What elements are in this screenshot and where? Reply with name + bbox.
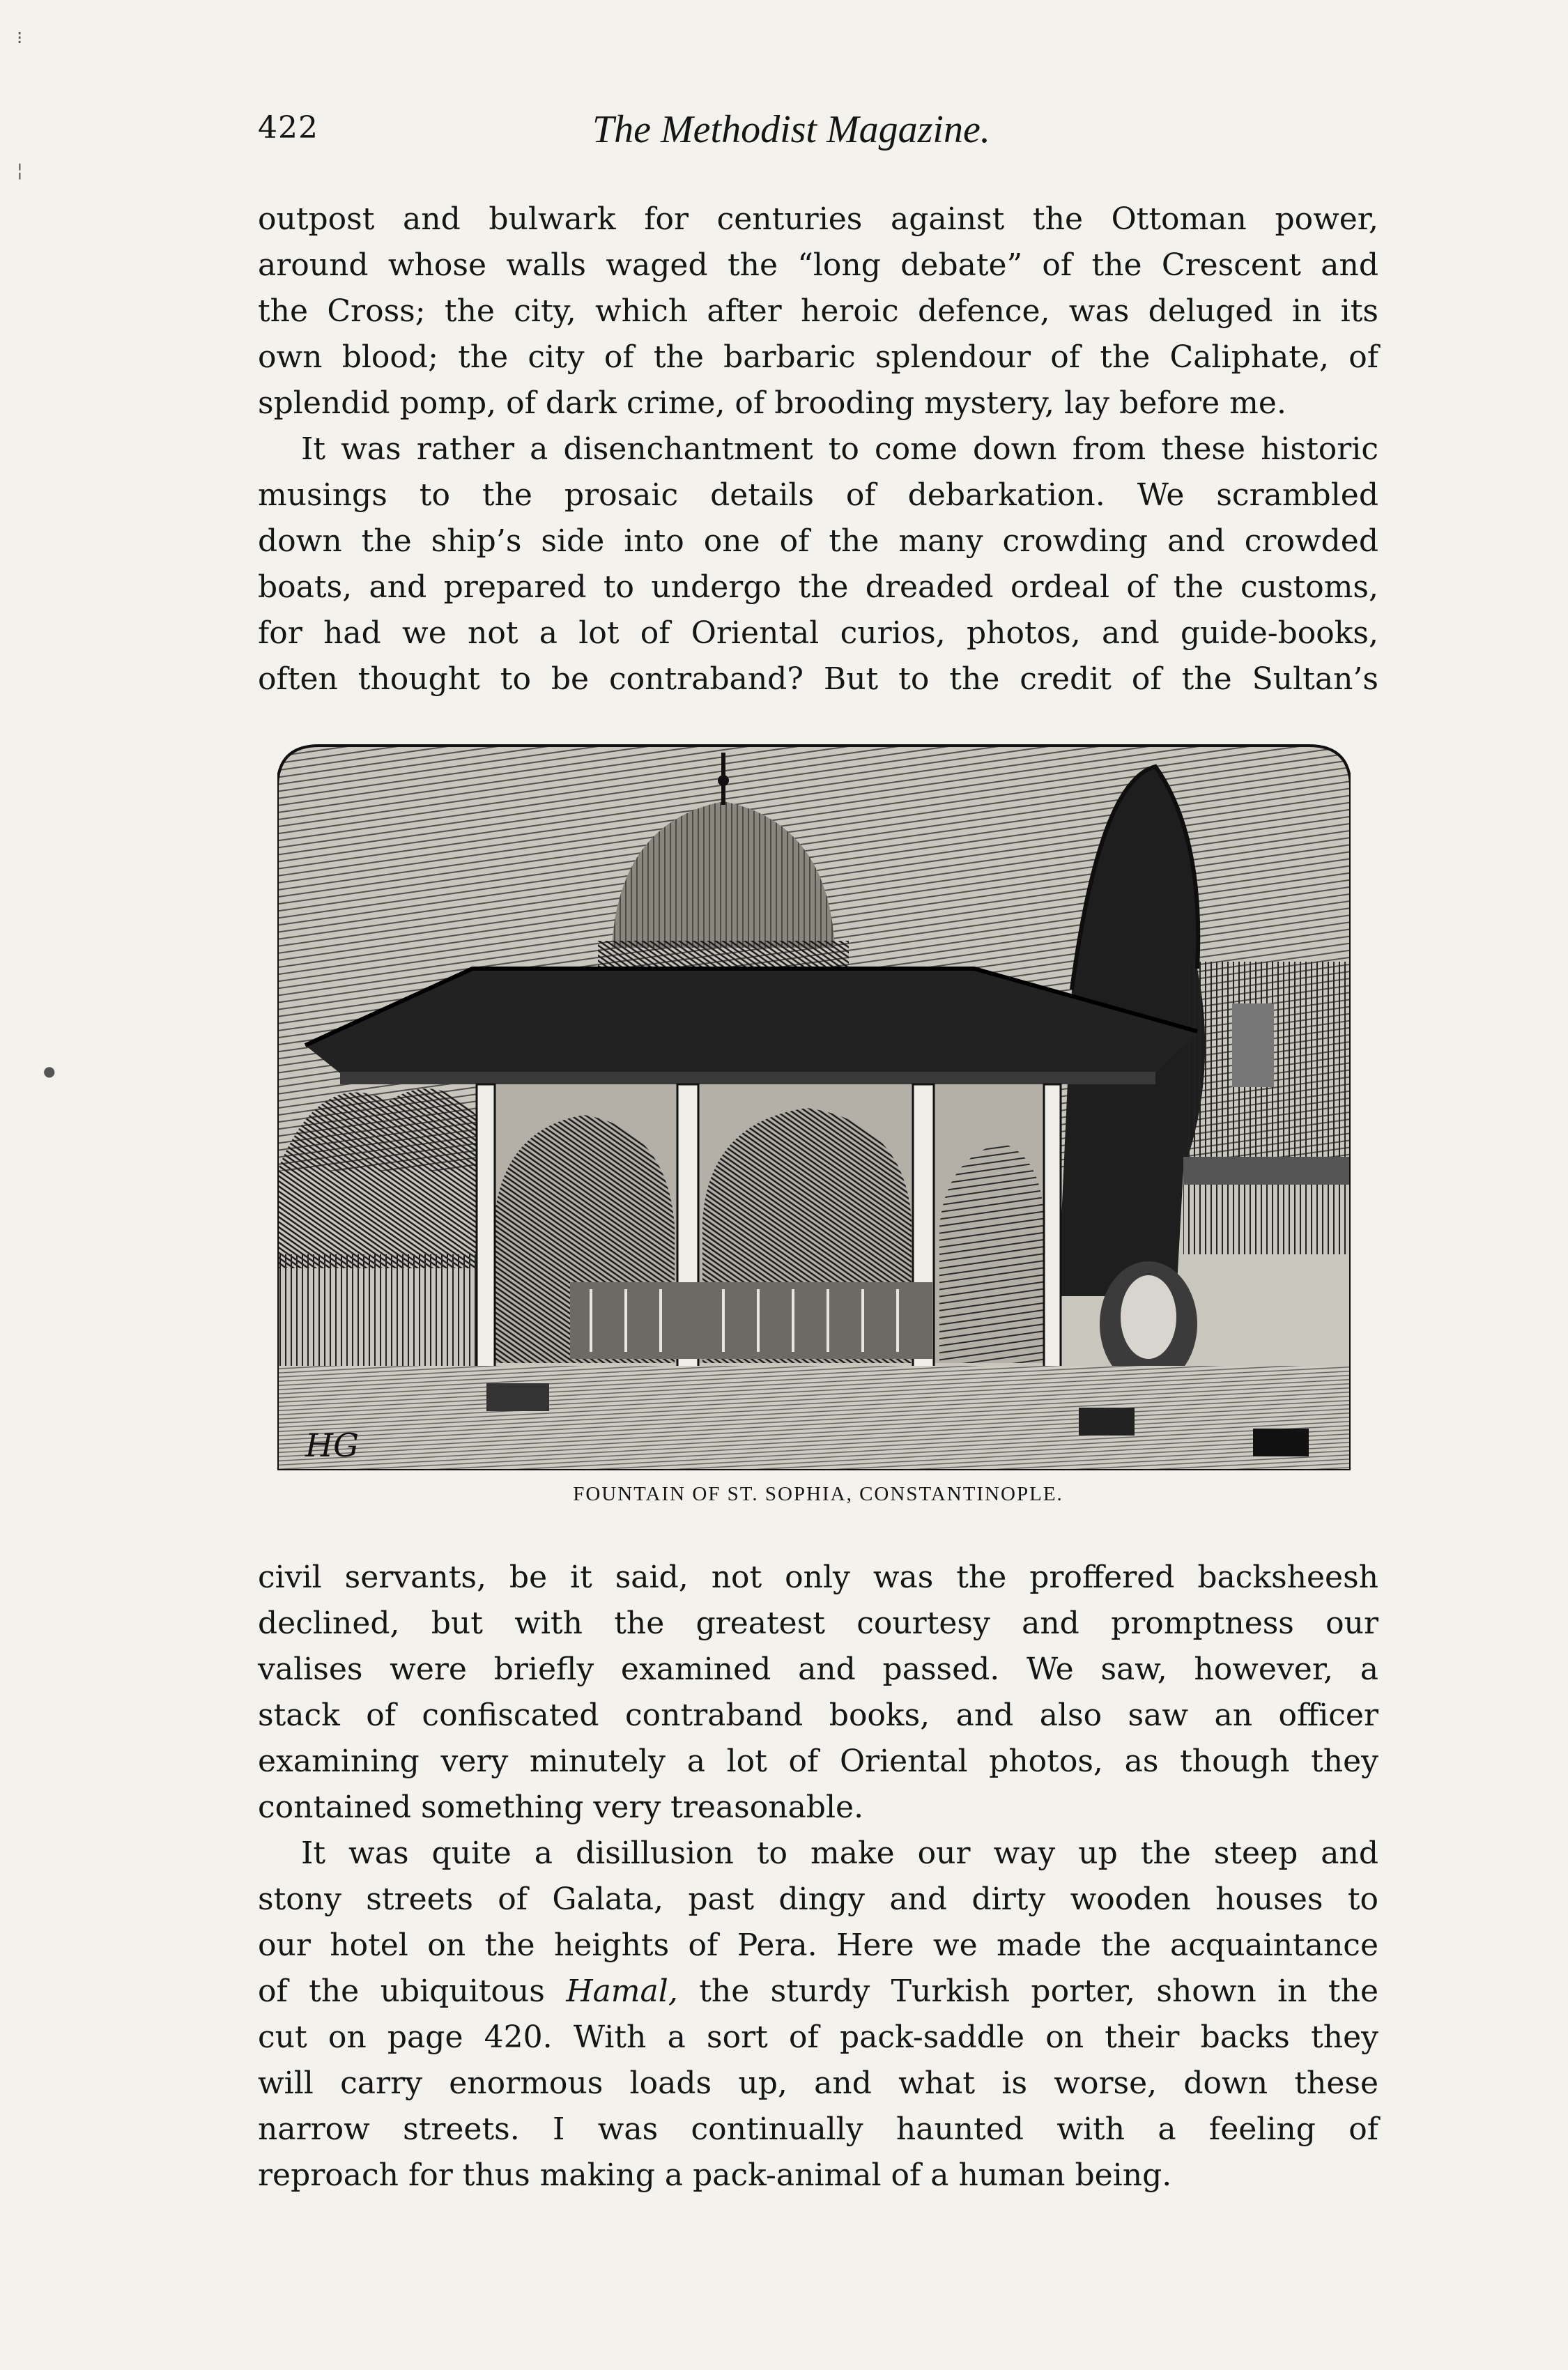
text-line: stony streets of Galata, past dingy and dirty wooden houses to bbox=[258, 1882, 1378, 1917]
italic-term-hamal: Hamal, bbox=[566, 1973, 678, 2009]
body-text-bottom bbox=[258, 1555, 1378, 2199]
text-line: will carry enormous loads up, and what is worse, down these bbox=[258, 2065, 1378, 2101]
text-line: for had we not a lot of Oriental curios, photos, and guide-books, bbox=[258, 615, 1378, 651]
figure-caption: FOUNTAIN OF ST. SOPHIA, CONSTANTINOPLE. bbox=[573, 1483, 1063, 1505]
text-line: civil servants, be it said, not only was the proffered backsheesh bbox=[258, 1560, 1378, 1595]
text-line: boats, and prepared to undergo the dreaded ordeal of the customs, bbox=[258, 569, 1378, 605]
engraving-illustration bbox=[277, 739, 1351, 1470]
engraver-monogram: HG bbox=[305, 1426, 359, 1464]
text-line: reproach for thus making a pack-animal of a human being. bbox=[258, 2157, 1172, 2193]
text-line: outpost and bulwark for centuries against the Ottoman power, bbox=[258, 201, 1378, 237]
margin-mark: ⁝ bbox=[17, 28, 23, 49]
body-text-top bbox=[258, 197, 1378, 702]
text-line: contained something very treasonable. bbox=[258, 1790, 864, 1825]
text-line: our hotel on the heights of Pera. Here we made the acquaintance bbox=[258, 1927, 1378, 1963]
text-line: splendid pomp, of dark crime, of brooding mystery, lay before me. bbox=[258, 385, 1286, 421]
text-line: stack of confiscated contraband books, and also saw an officer bbox=[258, 1698, 1378, 1733]
margin-dot: ● bbox=[43, 1063, 56, 1079]
text-line: around whose walls waged the “long debate” of the Crescent and bbox=[258, 247, 1378, 283]
paragraph-start: It was quite a disillusion to make our way up the steep and bbox=[301, 1836, 1378, 1871]
fountain-engraving bbox=[277, 739, 1351, 1470]
paragraph-start: It was rather a disenchantment to come down from these historic bbox=[301, 431, 1378, 467]
text-line-with-italic bbox=[258, 1969, 1378, 2015]
journal-title: The Methodist Magazine. bbox=[592, 108, 990, 151]
text-line: often thought to be contraband? But to the credit of the Sultan’s bbox=[258, 661, 1378, 697]
text-line: musings to the prosaic details of debarkation. We scrambled bbox=[258, 477, 1378, 513]
text-fragment: the sturdy Turkish porter, shown in the bbox=[677, 1973, 1378, 2009]
text-line: narrow streets. I was continually haunted with a feeling of bbox=[258, 2111, 1378, 2147]
text-line: declined, but with the greatest courtesy and promptness our bbox=[258, 1606, 1378, 1641]
text-fragment: of the ubiquitous bbox=[258, 1973, 567, 2009]
text-line: valises were briefly examined and passed. We saw, however, a bbox=[258, 1652, 1378, 1687]
text-line: the Cross; the city, which after heroic defence, was deluged in its bbox=[258, 293, 1378, 329]
page-number: 422 bbox=[258, 110, 318, 146]
text-line: examining very minutely a lot of Oriental photos, as though they bbox=[258, 1744, 1378, 1779]
text-line: own blood; the city of the barbaric splendour of the Caliphate, of bbox=[258, 339, 1378, 375]
running-header bbox=[258, 110, 1373, 166]
text-line: cut on page 420. With a sort of pack-saddle on their backs they bbox=[258, 2019, 1378, 2055]
text-line: down the ship’s side into one of the many crowding and crowded bbox=[258, 523, 1378, 559]
margin-mark: ¦ bbox=[17, 160, 23, 181]
